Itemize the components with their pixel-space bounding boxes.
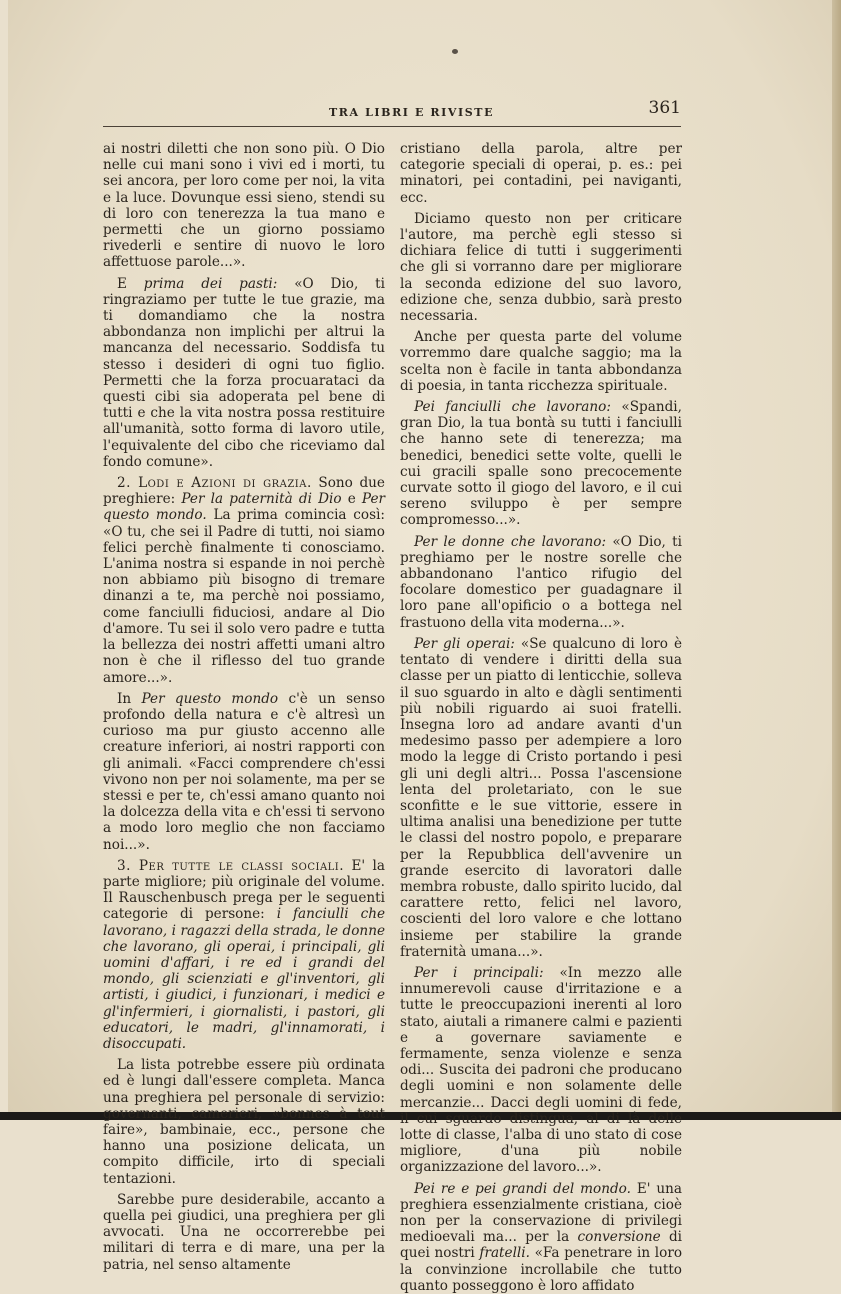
text-run: In bbox=[117, 690, 142, 707]
italic-text: Per questo mondo. bbox=[103, 491, 386, 524]
paragraph bbox=[103, 858, 385, 1052]
paragraph bbox=[103, 1057, 385, 1187]
text-run: E' la parte migliore; più originale del volume. Il Rauschenbusch prega per le seguenti categorie di persone: bbox=[103, 857, 385, 923]
text-run: E bbox=[117, 275, 144, 292]
italic-text: Per i principali: bbox=[414, 964, 544, 981]
italic-text: Per gli operai: bbox=[414, 635, 515, 652]
text-run: Sarebbe pure desiderabile, accanto a quella pei giudici, una preghiera per gli avvocati. Una ne occorrerebbe pei militari di terra e di mare, una per la patria, nel senso altamente bbox=[103, 1191, 385, 1273]
right-column bbox=[400, 141, 682, 1294]
section-heading: 2. Lodi e Azioni di grazia. bbox=[117, 475, 312, 492]
text-run: «Se qualcuno di loro è tentato di vendere i diritti della sua classe per un piatto di lenticchie, solleva il suo sguardo in alto e dàgli sentimenti più nobili riguardo ai suoi fratelli. Insegna loro ad andare avanti d'un medesimo passo per adempiere a loro modo la legge di Cristo portando i pesi gli uni degli altri... Possa l'ascensione lenta del proletariato, con le sue sconfitte e le sue vittorie, essere in ultima analisi una benedizione per tutte le classi del nostro popolo, e preparare per la Repubblica dell'avvenire un grande esercito di lavoratori dalle membra robuste, dallo spirito lucido, dal carattere retto, felici nel lavoro, coscienti del loro valore e che lottano insieme per stabilire la grande fraternità umana...». bbox=[400, 635, 682, 960]
italic-text: fratelli. bbox=[479, 1245, 530, 1262]
paragraph bbox=[400, 965, 682, 1176]
text-run: «O Dio, ti ringraziamo per tutte le tue grazie, ma ti domandiamo che la nostra abbondanza non implichi per altrui la mancanza del necessario. Soddisfa tu stesso i desideri di ogni tuo figlio. Permetti che la forza procuarataci da questi cibi sia adoperata pel bene di tutti e che la vita nostra possa restituire all'umanità, sotto forma di lavoro utile, l'equivalente del cibo che riceviamo dal fondo comune». bbox=[103, 275, 385, 470]
text-run: La prima comincia così: «O tu, che sei il Padre di tutti, noi siamo felici perchè finalmente ti conosciamo. L'anima nostra si espande in noi perchè non abbiamo più bisogno di tremare dinanzi a te, ma perchè noi possiamo, come fanciulli fiduciosi, andare al Dio d'amore. Tu sei il solo vero padre e tutta la bellezza dei nostri affetti umani altro non è che il riflesso del tuo grande amore...». bbox=[103, 507, 386, 686]
text-run: di quei nostri bbox=[400, 1229, 682, 1262]
paragraph bbox=[103, 141, 385, 271]
paragraph bbox=[400, 329, 682, 394]
paragraph bbox=[103, 691, 385, 853]
text-run: «In mezzo alle innumerevoli cause d'irritazione e a tutte le preoccupazioni inerenti al loro stato, aiutali a rimanere calmi e pazienti e a governare saviamente e fermamente, senza violenze e senza odi... Suscita dei padroni che producano degli uomini e non solamente delle mercanzie... Dacci degli uomini di fede, il cui sguardo distingua, al di là delle lotte di classe, l'alba di uno stato di cose migliore, d'una più nobile organizzazione del lavoro...». bbox=[400, 964, 682, 1176]
italic-text: Pei fanciulli che lavorano: bbox=[414, 399, 611, 416]
text-run: ai nostri diletti che non sono più. O Dio nelle cui mani sono i vivi ed i morti, tu sei ancora, per loro come per noi, la vita e la luce. Dovunque essi sieno, stendi su di loro con tenerezza la tua mano e permetti che un giorno possiamo rivederli e sentire di nuovo le loro affettuose parole...». bbox=[103, 141, 385, 271]
text-run: Diciamo questo non per criticare l'autore, ma perchè egli stesso si dichiara felice di tutti i suggerimenti che gli si vorranno dare per migliorare la seconda edizione del suo lavoro, edizione che, senza dubbio, sarà presto necessaria. bbox=[400, 210, 682, 325]
text-run: E' una preghiera essenzialmente cristiana, cioè non per la conservazione di privilegi medioevali ma... per la bbox=[400, 1180, 682, 1246]
text-run: cristiano della parola, altre per categorie speciali di operai, p. es.: pei minatori, pei contadini, pei naviganti, ecc. bbox=[400, 141, 682, 206]
paragraph bbox=[400, 399, 682, 529]
italic-text: Pei re e pei grandi del mondo. bbox=[414, 1180, 631, 1197]
paragraph bbox=[103, 475, 385, 686]
paragraph bbox=[103, 1192, 385, 1273]
italic-text: Per questo mondo bbox=[141, 690, 279, 707]
text-run: e bbox=[341, 491, 362, 508]
section-heading: 3. Per tutte le classi sociali. bbox=[117, 857, 345, 874]
text-run: c'è un senso profondo della natura e c'è altresì un curioso ma pur giusto accenno alle creature inferiori, ai nostri rapporti con gli animali. «Facci comprendere ch'essi vivono non per noi solamente, ma per se stessi e per te, ch'essi amano quanto noi la dolcezza della vita e ch'essi ti servono a modo loro meglio che non facciamo noi...». bbox=[103, 690, 385, 853]
italic-text: Per la paternità di Dio bbox=[181, 491, 342, 508]
ink-speck bbox=[452, 49, 458, 54]
running-title: TRA LIBRI E RIVISTE bbox=[329, 106, 495, 119]
paragraph bbox=[400, 211, 682, 324]
text-run: «Fa penetrare in loro la convinzione incrollabile che tutto quanto posseggono è loro affidato bbox=[400, 1245, 683, 1294]
text-run: Anche per questa parte del volume vorremmo dare qualche saggio; ma la scelta non è facile in tanta abbondanza di poesia, in tanta ricchezza spirituale. bbox=[400, 329, 682, 394]
text-run: «Spandi, gran Dio, la tua bontà su tutti i fanciulli che hanno sete di tenerezza; ma benedici, benedici sette volte, quelli le cui gracili spalle sono precocemente curvate sotto il giogo del lavoro, e il cui sereno sviluppo è per sempre compromesso...». bbox=[400, 399, 682, 529]
page-number: 361 bbox=[648, 98, 681, 118]
italic-text: conversione bbox=[577, 1229, 661, 1246]
page-header bbox=[103, 98, 681, 127]
italic-text: prima dei pasti: bbox=[143, 275, 278, 292]
paragraph bbox=[400, 636, 682, 960]
paragraph bbox=[400, 1181, 682, 1294]
italic-text: i fanciulli che lavorano, i ragazzi della strada, le donne che lavorano, gli operai, i principali, gli uomini d'affari, i re ed i grandi del mondo, gli scienziati e gl'inventori, gli artisti, i giudici, i funzionari, i medici e gl'infermieri, i giornalisti, i pastori, gli educatori, le madri, gl'innamorati, i disoccupati. bbox=[103, 906, 385, 1052]
italic-text: Per le donne che lavorano: bbox=[414, 533, 607, 550]
left-column bbox=[103, 141, 385, 1273]
text-run: La lista potrebbe essere più ordinata ed è lungi dall'essere completa. Manca una preghiera pel personale di servizio: governanti, camerieri, «bonnes à tout faire», bambinaie, ecc., persone che hanno una posizione delicata, un compito difficile, irto di speciali tentazioni. bbox=[103, 1057, 385, 1187]
paragraph bbox=[400, 534, 682, 631]
paragraph bbox=[400, 141, 682, 206]
paragraph bbox=[103, 276, 385, 470]
text-run: Sono due preghiere: bbox=[103, 475, 385, 508]
page-edge-right bbox=[832, 0, 841, 1120]
text-run: «O Dio, ti preghiamo per le nostre sorelle che abbandonano l'antico rifugio del focolare domestico per guadagnare il loro pane all'opificio o a bottega nel frastuono della vita moderna...». bbox=[400, 533, 682, 631]
